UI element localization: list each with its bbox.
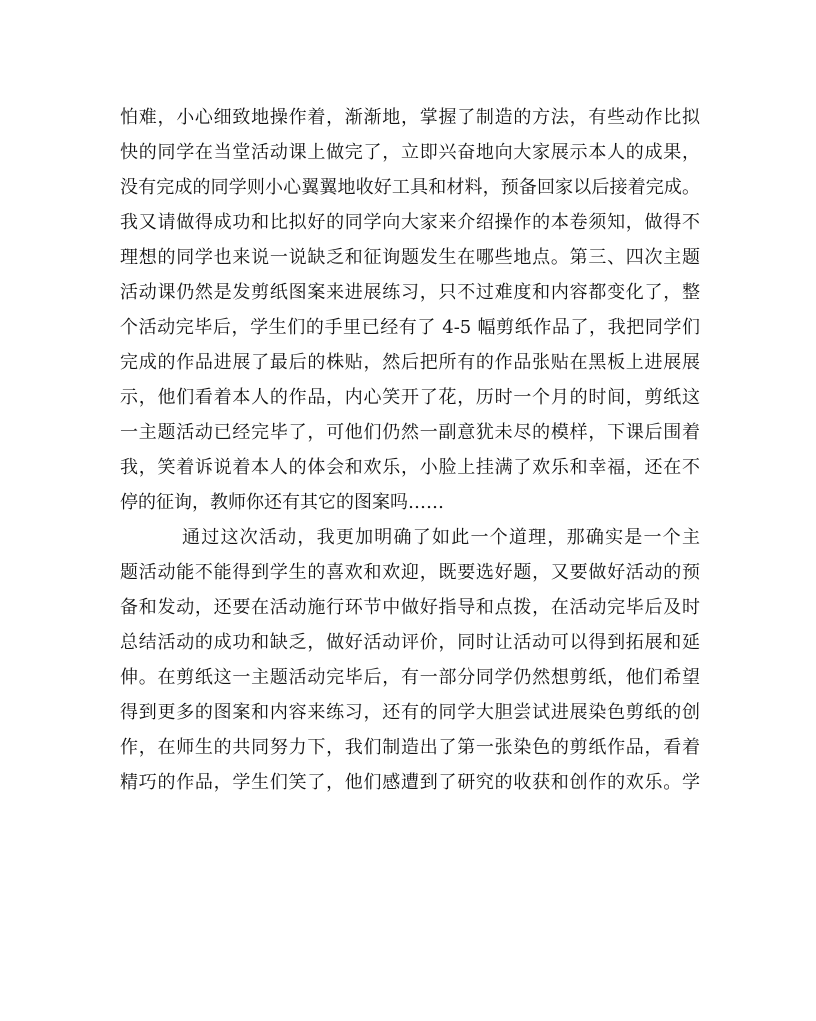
paragraph-2: [120, 520, 700, 800]
paragraph-1: [120, 100, 700, 520]
text-line: 伸。在剪纸这一主题活动完毕后，有一部分同学仍然想剪纸，他们希望: [120, 667, 700, 688]
text-line: 活动课仍然是发剪纸图案来进展练习，只不过难度和内容都变化了，整: [120, 282, 700, 303]
text-line: 我，笑着诉说着本人的体会和欢乐，小脸上挂满了欢乐和幸福，还在不: [120, 457, 700, 478]
text-line: 完成的作品进展了最后的株贴，然后把所有的作品张贴在黑板上进展展: [120, 352, 700, 373]
text-line: 一主题活动已经完毕了，可他们仍然一副意犹未尽的模样，下课后围着: [120, 422, 700, 443]
body-text: [120, 100, 700, 800]
text-line: 理想的同学也来说一说缺乏和征询题发生在哪些地点。第三、四次主题: [120, 247, 700, 268]
text-line: 示，他们看着本人的作品，内心笑开了花，历时一个月的时间，剪纸这: [120, 387, 700, 408]
text-line: 我又请做得成功和比拟好的同学向大家来介绍操作的本卷须知，做得不: [120, 212, 700, 233]
text-line: 没有完成的同学则小心翼翼地收好工具和材料，预备回家以后接着完成。: [120, 177, 700, 198]
text-line: 总结活动的成功和缺乏，做好活动评价，同时让活动可以得到拓展和延: [120, 632, 700, 653]
text-line: 通过这次活动，我更加明确了如此一个道理，那确实是一个主: [182, 527, 700, 548]
text-line: 得到更多的图案和内容来练习，还有的同学大胆尝试进展染色剪纸的创: [120, 702, 700, 723]
text-line: 快的同学在当堂活动课上做完了，立即兴奋地向大家展示本人的成果，: [120, 142, 700, 163]
text-line: 停的征询，教师你还有其它的图案吗……: [120, 492, 444, 513]
text-line: 备和发动，还要在活动施行环节中做好指导和点拨，在活动完毕后及时: [120, 597, 700, 618]
text-line: 个活动完毕后，学生们的手里已经有了 4-5 幅剪纸作品了，我把同学们: [120, 317, 700, 338]
text-line: 怕难，小心细致地操作着，渐渐地，掌握了制造的方法，有些动作比拟: [120, 107, 700, 128]
text-line: 题活动能不能得到学生的喜欢和欢迎，既要选好题，又要做好活动的预: [120, 562, 700, 583]
text-line: 精巧的作品，学生们笑了，他们感遭到了研究的收获和创作的欢乐。学: [120, 772, 700, 793]
text-line: 作，在师生的共同努力下，我们制造出了第一张染色的剪纸作品，看着: [120, 737, 700, 758]
